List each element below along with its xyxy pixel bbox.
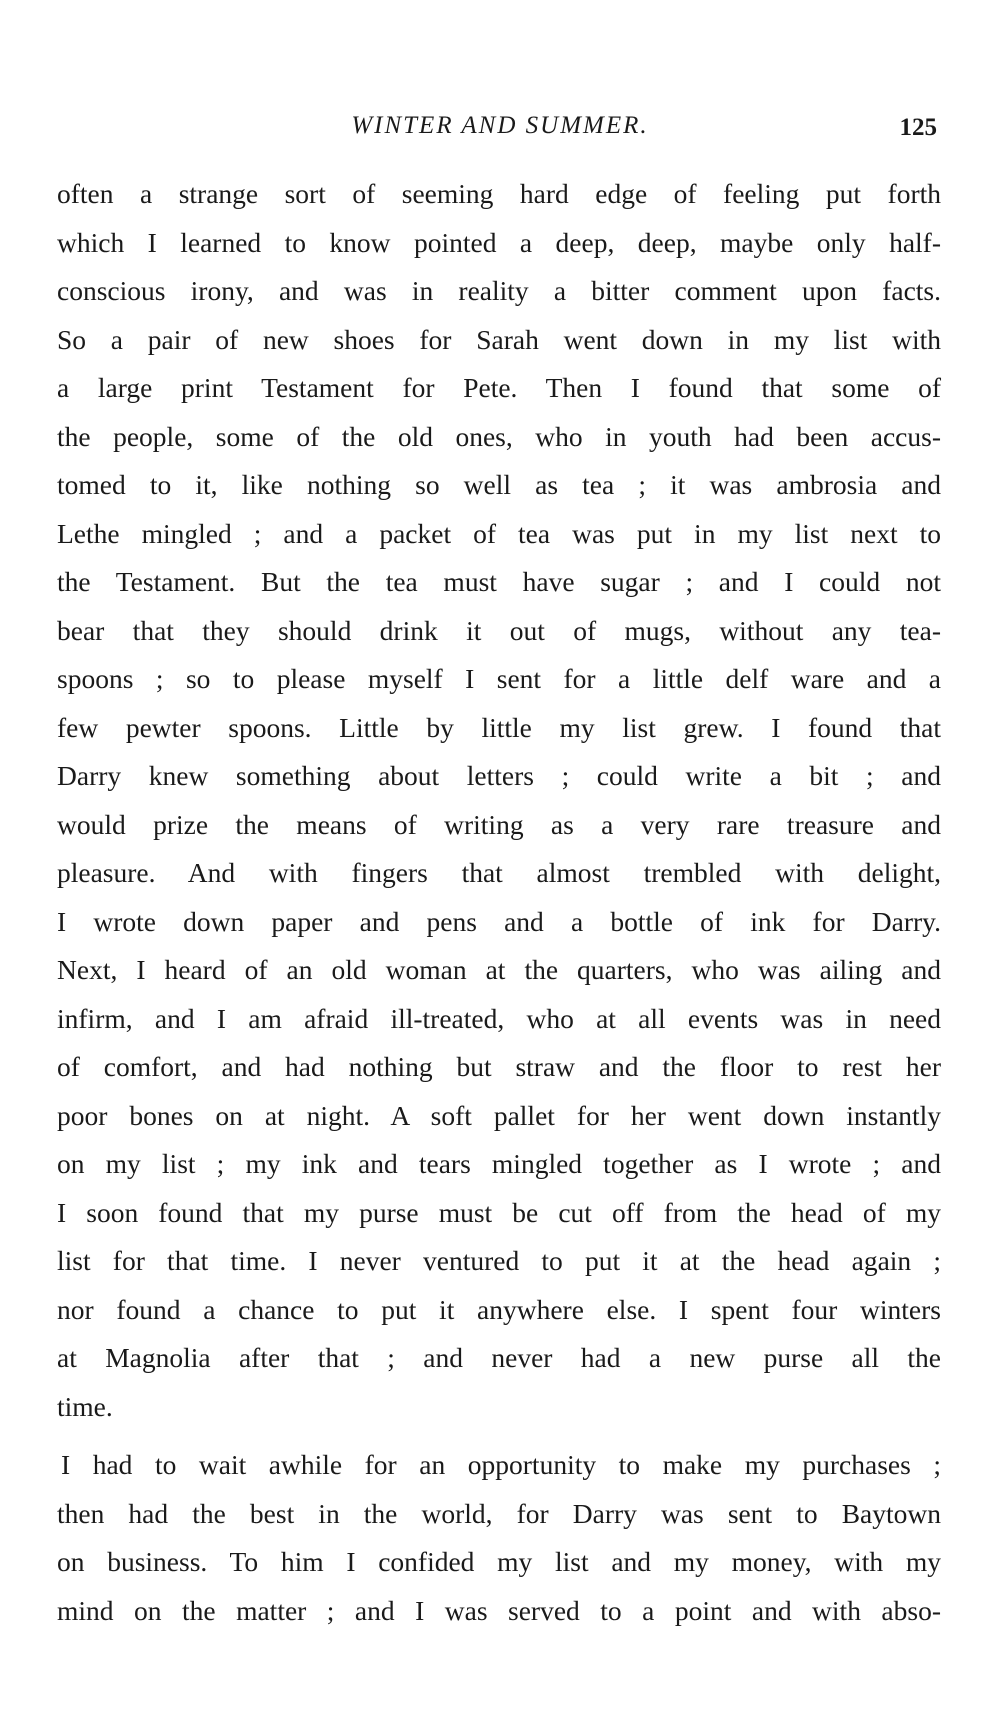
text-line: bear that they should drink it out of mugs, without any tea- [57,614,941,646]
body-text [57,170,941,1635]
text-line: on my list ; my ink and tears mingled together as I wrote ; and [57,1148,941,1179]
text-line: of comfort, and had nothing but straw and the floor to rest her [57,1051,941,1082]
text-line: tomed to it, like nothing so well as tea ; it was ambrosia and [57,469,941,500]
text-line: list for that time. I never ventured to put it at the head again ; [57,1245,941,1276]
text-line: Darry knew something about letters ; could write a bit ; and [57,760,941,791]
text-line: conscious irony, and was in reality a bitter comment upon facts. [57,275,941,306]
text-line: Lethe mingled ; and a packet of tea was put in my list next to [57,517,941,549]
text-line: a large print Testament for Pete. Then I found that some of [57,372,941,403]
paragraph-2 [57,1441,941,1635]
text-line: pleasure. And with fingers that almost trembled with delight, [57,857,941,888]
text-line: I soon found that my purse must be cut off from the head of my [57,1196,941,1228]
text-line: would prize the means of writing as a very rare treasure and [57,808,941,840]
paragraph-gap [57,1431,941,1441]
text-line: the people, some of the old ones, who in youth had been accus- [57,420,941,452]
running-head [0,112,1000,152]
running-title: WINTER AND SUMMER. [351,112,649,139]
text-line: I had to wait awhile for an opportunity to make my purchases ; [61,1449,941,1480]
text-line: at Magnolia after that ; and never had a new purse all the [57,1342,941,1373]
text-line: mind on the matter ; and I was served to a point and with abso- [57,1594,941,1626]
text-line: the Testament. But the tea must have sugar ; and I could not [57,566,941,597]
text-line: on business. To him I confided my list and my money, with my [57,1546,941,1577]
page-number: 125 [899,114,937,141]
text-line: spoons ; so to please myself I sent for a little delf ware and a [57,663,941,694]
text-line: few pewter spoons. Little by little my list grew. I found that [57,711,941,743]
text-line: often a strange sort of seeming hard edge of feeling put forth [57,178,941,209]
text-line: poor bones on at night. A soft pallet for her went down instantly [57,1099,941,1131]
paragraph-1 [57,170,941,1431]
text-line: So a pair of new shoes for Sarah went down in my list with [57,323,941,355]
text-line: I wrote down paper and pens and a bottle of ink for Darry. [57,905,941,937]
text-line: then had the best in the world, for Darry was sent to Baytown [57,1497,941,1529]
text-line: nor found a chance to put it anywhere else. I spent four winters [57,1293,941,1325]
text-line: which I learned to know pointed a deep, deep, maybe only half- [57,226,941,258]
text-line: time. [57,1390,113,1422]
text-line: infirm, and I am afraid ill-treated, who at all events was in need [57,1002,941,1034]
text-line: Next, I heard of an old woman at the quarters, who was ailing and [57,954,941,985]
